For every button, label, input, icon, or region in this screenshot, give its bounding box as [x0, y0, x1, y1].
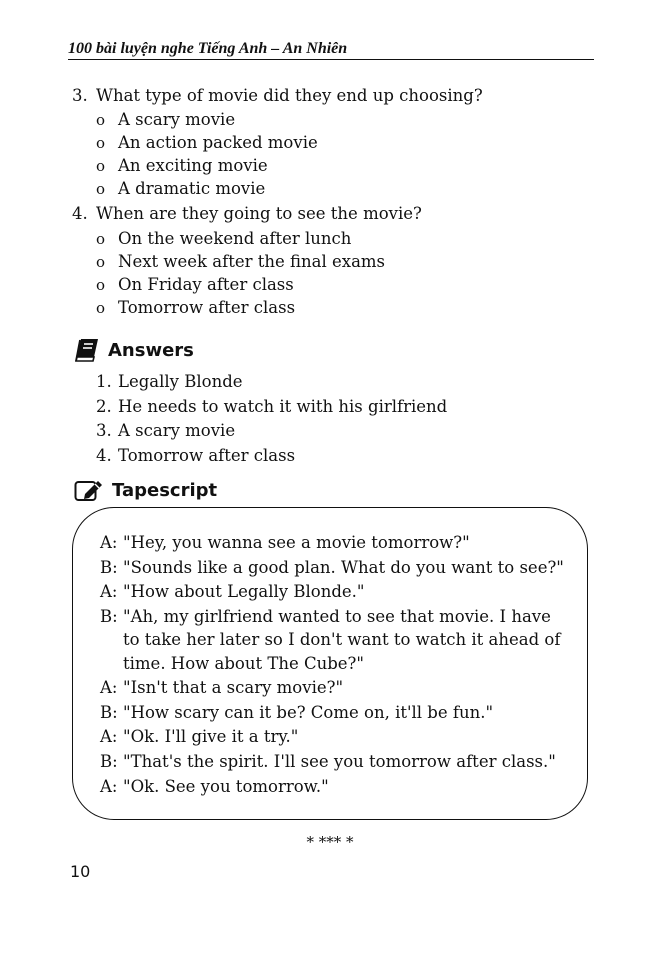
dialogue-line [100, 581, 364, 603]
question-text: When are they going to see the movie? [96, 204, 422, 223]
tapescript-heading [74, 478, 217, 502]
tapescript-title: Tapescript [112, 479, 218, 501]
question-4 [72, 204, 422, 224]
dialogue-continuation: to take her later so I don't want to watch it ahead of [123, 630, 561, 649]
dialogue-line [100, 677, 343, 699]
answer-item [96, 446, 295, 466]
dialogue-line [100, 702, 493, 724]
dialogue-text: "Hey, you wanna see a movie tomorrow?" [123, 533, 470, 552]
answer-item [96, 397, 447, 417]
dialogue-continuation: time. How about The Cube?" [123, 654, 364, 673]
dialogue-line [100, 532, 470, 554]
speaker: A: [100, 533, 118, 552]
dialogue-text: "That's the spirit. I'll see you tomorrow after class." [123, 752, 556, 771]
answer-item [96, 421, 235, 441]
speaker: B: [100, 703, 118, 722]
dialogue-text: "Isn't that a scary movie?" [123, 678, 344, 697]
answer-text: Legally Blonde [118, 372, 243, 391]
dialogue-text: "Sounds like a good plan. What do you want to see?" [123, 558, 564, 577]
option [96, 229, 351, 249]
bullet: o [96, 299, 106, 317]
running-header: 100 bài luyện nghe Tiếng Anh – An Nhiên [68, 40, 348, 57]
dialogue-line [100, 726, 298, 748]
option [96, 252, 385, 272]
option [96, 156, 268, 176]
header-rule [68, 59, 594, 60]
dialogue-text: "Ah, my girlfriend wanted to see that movie. I have [123, 607, 551, 626]
speaker: B: [100, 558, 118, 577]
option-text: An action packed movie [118, 133, 318, 152]
bullet: o [96, 276, 106, 294]
dialogue-text: "How scary can it be? Come on, it'll be fun." [123, 703, 494, 722]
bullet: o [96, 157, 106, 175]
option-text: An exciting movie [118, 156, 268, 175]
section-separator: * *** * [306, 833, 354, 851]
question-number: 4. [72, 204, 88, 223]
option [96, 275, 294, 295]
option [96, 110, 235, 130]
speaker: B: [100, 752, 118, 771]
bullet: o [96, 253, 106, 271]
bullet: o [96, 230, 106, 248]
bullet: o [96, 134, 106, 152]
option-text: On Friday after class [118, 275, 294, 294]
answer-item [96, 372, 243, 392]
question-3 [72, 86, 483, 106]
bullet: o [96, 180, 106, 198]
option-text: Next week after the final exams [118, 252, 386, 271]
option-text: On the weekend after lunch [118, 229, 352, 248]
option-text: A scary movie [118, 110, 236, 129]
answer-number: 4. [96, 446, 112, 465]
option [96, 179, 265, 199]
dialogue-text: "How about Legally Blonde." [123, 582, 365, 601]
bullet: o [96, 111, 106, 129]
answers-heading [74, 338, 194, 362]
speaker: B: [100, 607, 118, 626]
answers-title: Answers [108, 339, 194, 361]
speaker: A: [100, 727, 118, 746]
book-icon [74, 338, 100, 362]
dialogue-line [100, 776, 329, 798]
answer-text: A scary movie [118, 421, 236, 440]
dialogue-line [100, 751, 556, 773]
speaker: A: [100, 582, 118, 601]
dialogue-line [100, 606, 551, 628]
option [96, 298, 295, 318]
page-number: 10 [70, 862, 91, 881]
answer-number: 3. [96, 421, 112, 440]
option-text: A dramatic movie [118, 179, 266, 198]
question-number: 3. [72, 86, 88, 105]
speaker: A: [100, 777, 118, 796]
answer-text: He needs to watch it with his girlfriend [118, 397, 448, 416]
answer-number: 2. [96, 397, 112, 416]
answer-text: Tomorrow after class [118, 446, 296, 465]
edit-icon [74, 478, 104, 502]
answer-number: 1. [96, 372, 112, 391]
option [96, 133, 318, 153]
dialogue-text: "Ok. See you tomorrow." [123, 777, 329, 796]
option-text: Tomorrow after class [118, 298, 296, 317]
speaker: A: [100, 678, 118, 697]
question-text: What type of movie did they end up choosing? [96, 86, 483, 105]
dialogue-text: "Ok. I'll give it a try." [123, 727, 299, 746]
dialogue-line [100, 557, 564, 579]
